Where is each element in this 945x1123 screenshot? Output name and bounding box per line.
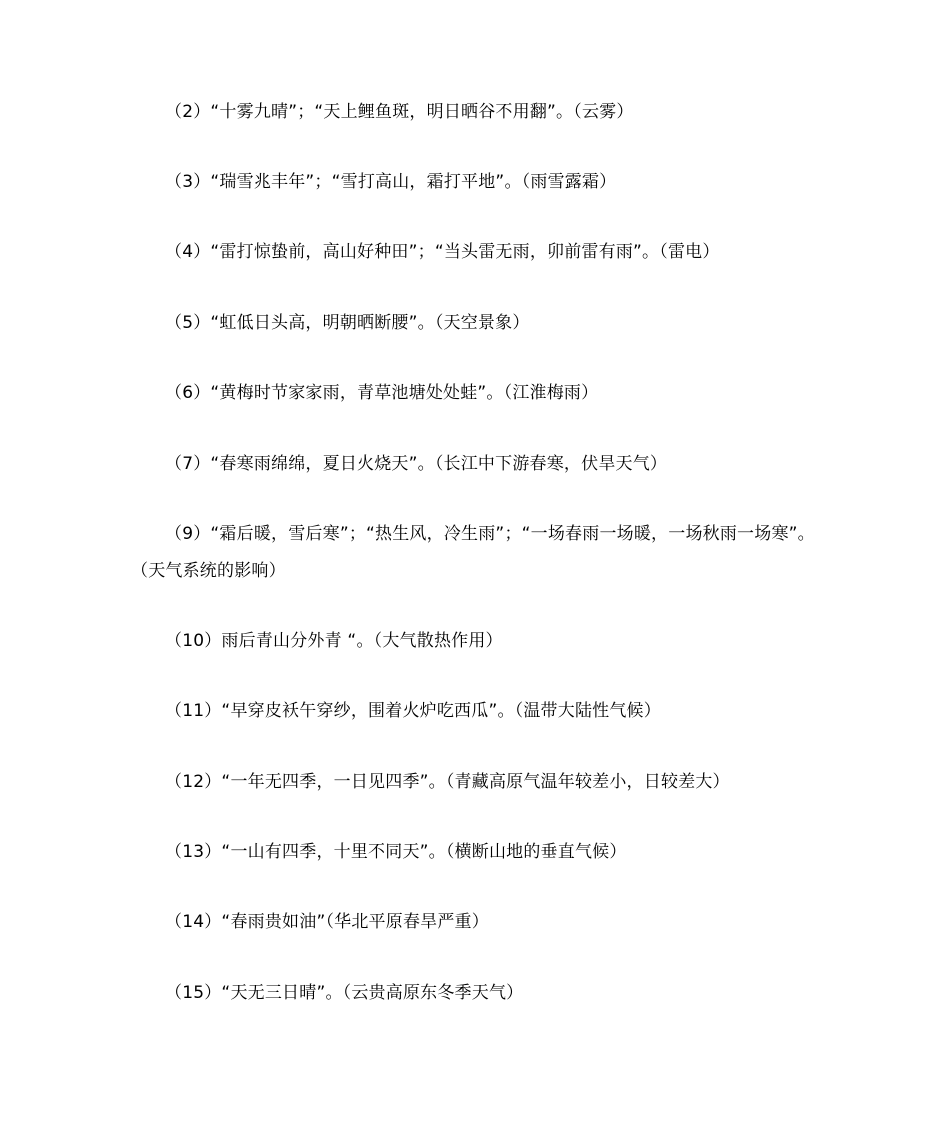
paragraph-10 [131,624,831,659]
paragraph-5-text: （5）“虹低日头高，明朝晒断腰”。（天空景象） [165,313,530,333]
paragraph-7 [131,447,831,482]
paragraph-10-text: （10）雨后青山分外青 “。（大气散热作用） [165,631,503,651]
paragraph-12 [131,765,831,800]
paragraph-5 [131,306,831,341]
paragraph-6 [131,376,831,411]
paragraph-4-text: （4）“雷打惊蛰前，高山好种田”；“当头雷无雨，卯前雷有雨”。（雷电） [165,242,720,262]
paragraph-3-text: （3）“瑞雪兆丰年”；“雪打高山，霜打平地”。（雨雪露霜） [165,172,617,192]
paragraph-7-text: （7）“春寒雨绵绵，夏日火烧天”。（长江中下游春寒，伏旱天气） [165,454,668,474]
paragraph-14-text: （14）“春雨贵如油”（华北平原春旱严重） [165,912,489,932]
paragraph-15-text: （15）“天无三日晴”。（云贵高原东冬季天气） [165,983,524,1003]
paragraph-9-line-2 [131,554,831,589]
paragraph-13-text: （13）“一山有四季，十里不同天”。（横断山地的垂直气候） [165,842,627,862]
paragraph-12-text: （12）“一年无四季，一日见四季”。（青藏高原气温年较差小，日较差大） [165,772,730,792]
paragraph-2-text: （2）“十雾九晴”；“天上鲤鱼斑，明日晒谷不用翻”。（云雾） [165,102,634,122]
paragraph-14 [131,905,831,940]
paragraph-4 [131,235,831,270]
paragraph-6-text: （6）“黄梅时节家家雨，青草池塘处处蛙”。（江淮梅雨） [165,383,599,403]
paragraph-11-text: （11）“早穿皮袄午穿纱，围着火炉吃西瓜”。（温带大陆性气候） [165,701,661,721]
paragraph-9-text: （9）“霜后暖，雪后寒”；“热生风，冷生雨”；“一场春雨一场暖，一场秋雨一场寒”。 [165,524,815,544]
paragraph-15 [131,976,831,1011]
paragraph-3 [131,165,831,200]
paragraph-2 [131,95,831,130]
paragraph-11 [131,694,831,729]
paragraph-13 [131,835,831,870]
paragraph-9-continuation: （天气系统的影响） [131,561,286,581]
paragraph-9-line-1 [131,517,831,552]
